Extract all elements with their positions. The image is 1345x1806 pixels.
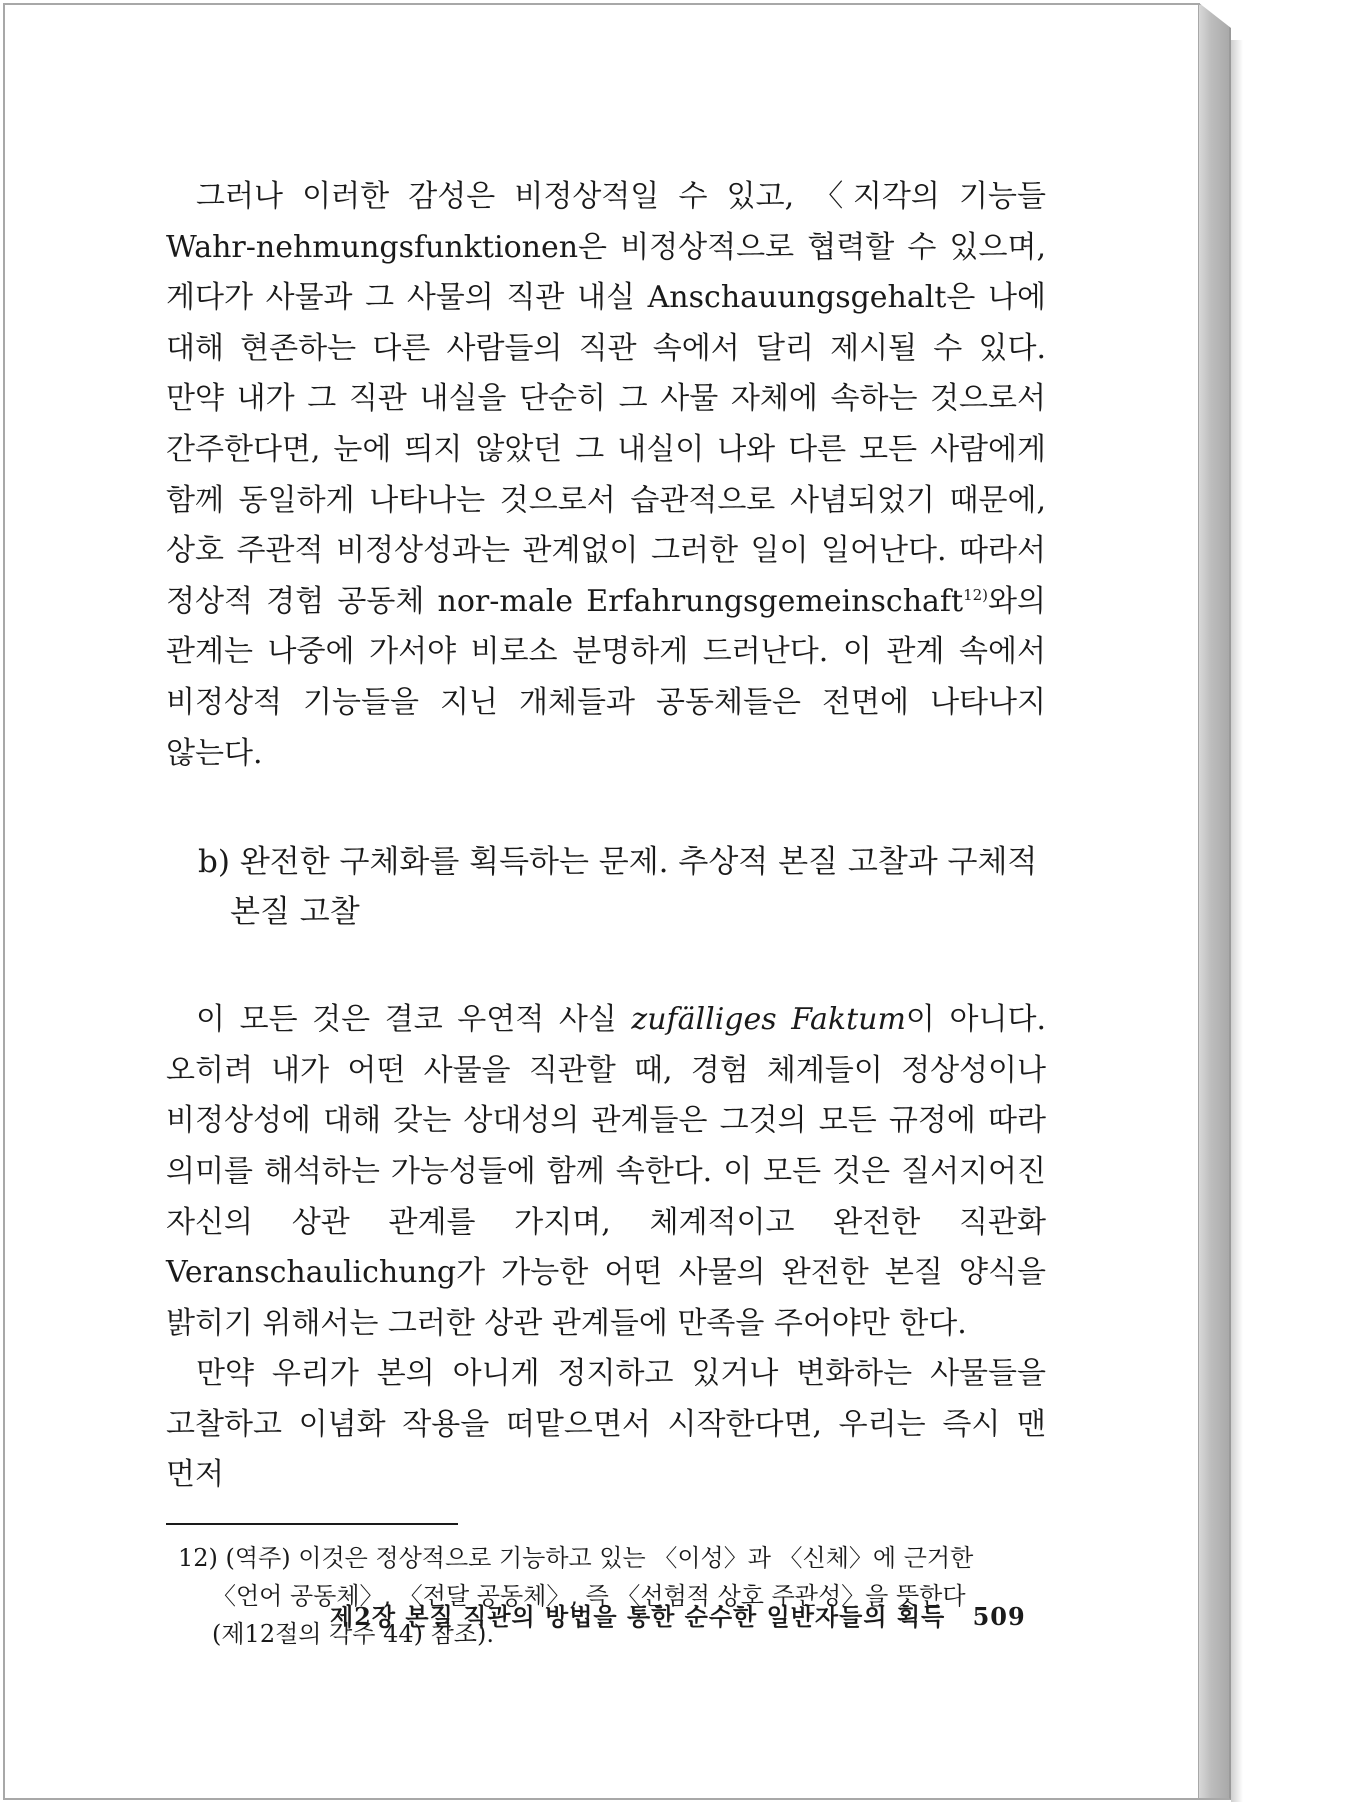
footnote-12: 12) (역주) 이것은 정상적으로 기능하고 있는 〈이성〉과 〈신체〉에 근거한 〈언어 공동체〉, 〈전달 공동체〉, 즉 〈선험적 상호 주관성〉을 뜻한다(제12절의 각주 44) 참조). bbox=[178, 1544, 974, 1649]
section-title-line1: 완전한 구체화를 획득하는 문제. 추상적 본질 고찰과 구체적 bbox=[239, 844, 1038, 881]
page-edge-shadow bbox=[1231, 40, 1243, 1802]
page-content bbox=[166, 172, 1046, 1653]
paragraph-1-text: 그러나 이러한 감성은 비정상적일 수 있고, 〈지각의 기능들 Wahr-nehmungsfunktionen은 비정상적으로 협력할 수 있으며, 게다가 사물과 그 사물의 직관 내실 Anschauungsgehalt은 나에 대해 현존하는 다른 사람들의 직관 속에서 달리 제시될 수 있다. 만약 내가 그 직관 내실을 단순히 그 사물 자체에 속하는 것으로서 간주한다면, 눈에 띄지 않았던 그 내실이 나와 다른 모든 사람에게 함께 동일하게 나타나는 것으로서 습관적으로 사념되었기 때문에, 상호 주관적 비정상성과는 관계없이 그러한 일이 일어난다. 따라서 정상적 경험 공동체 nor-male Erfahrungsgemeinschaft bbox=[166, 179, 1046, 619]
paragraph-2-rest: 이 아니다. 오히려 내가 어떤 사물을 직관할 때, 경험 체계들이 정상성이나 비정상성에 대해 갖는 상대성의 관계들은 그것의 모든 규정에 따라 의미를 해석하는 가능성들에 함께 속한다. 이 모든 것은 질서지어진 자신의 상관 관계를 가지며, 체계적이고 완전한 직관화 Veranschaulichung가 가능한 어떤 사물의 완전한 본질 양식을 밝히기 위해서는 그러한 상관 관계들에 만족을 주어야만 한다. bbox=[166, 1002, 1046, 1341]
page-number: 509 bbox=[972, 1602, 1026, 1631]
paragraph-2 bbox=[166, 995, 1046, 1349]
paragraph-1 bbox=[166, 172, 1046, 779]
section-title-line2: 본질 고찰 bbox=[230, 894, 360, 931]
running-footer bbox=[330, 1597, 1026, 1632]
paragraph-1-tail: 와의 관계는 나중에 가서야 비로소 분명하게 드러난다. 이 관계 속에서 비정상적 기능들을 지닌 개체들과 공동체들은 전면에 나타나지 않는다. bbox=[166, 583, 1046, 771]
paragraph-2-italic-term: zufälliges Faktum bbox=[631, 1002, 906, 1038]
paragraph-2-lead: 이 모든 것은 결코 우연적 사실 bbox=[196, 1002, 632, 1038]
section-heading-b bbox=[166, 837, 1046, 937]
running-footer-chapter: 제2장 본질 직관의 방법을 통한 순수한 일반자들의 획득 bbox=[330, 1602, 946, 1631]
page-edge bbox=[1199, 3, 1231, 1800]
footnote-reference-12[interactable]: 12) bbox=[963, 585, 989, 604]
section-label: b) bbox=[198, 844, 230, 881]
paragraph-3: 만약 우리가 본의 아니게 정지하고 있거나 변화하는 사물들을 고찰하고 이념화 작용을 떠맡으면서 시작한다면, 우리는 즉시 맨 먼저 bbox=[166, 1356, 1046, 1493]
footnote-rule bbox=[166, 1523, 458, 1525]
